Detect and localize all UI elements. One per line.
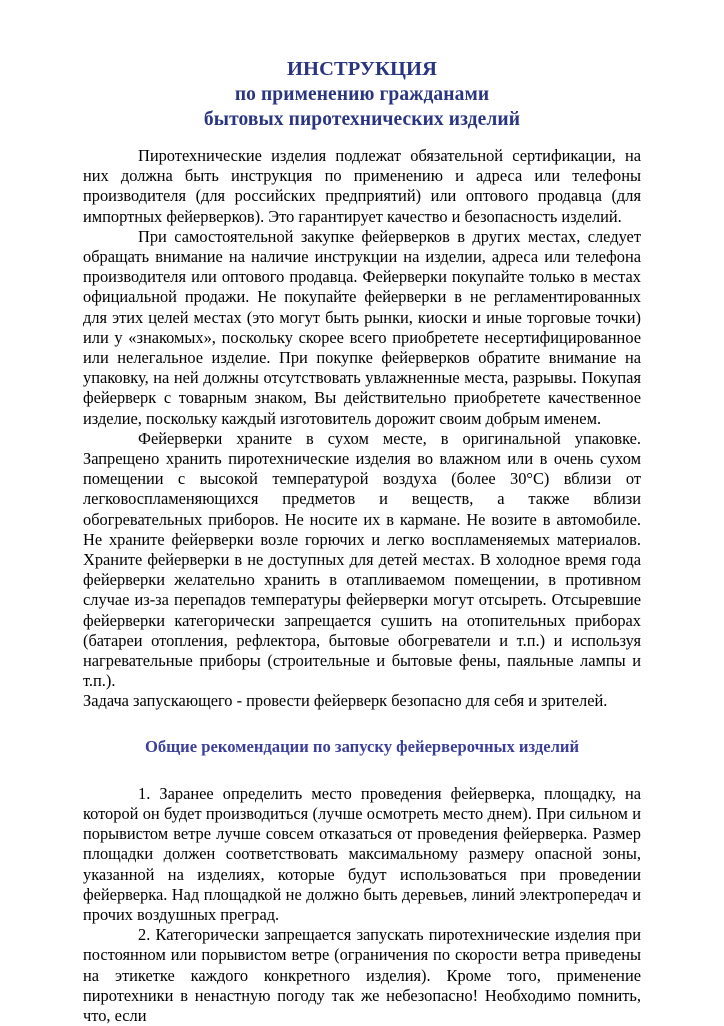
section-heading-general-recommendations: Общие рекомендации по запуску фейерверочных изделий xyxy=(144,736,580,756)
document-title-line-1: ИНСТРУКЦИЯ xyxy=(287,58,437,80)
document-title-line-3: бытовых пиротехнических изделий xyxy=(203,109,521,130)
heading-spacer-below xyxy=(83,758,641,784)
paragraph-certification: Пиротехнические изделия подлежат обязательной сертификации, на них должна быть инструкция по применению и адреса или телефоны производителя (для российских предприятий) или оптового продавца (для импортных фейерверков). Это гарантирует качество и безопасность изделий. xyxy=(83,146,641,226)
paragraph-launcher-task: Задача запускающего - провести фейерверк безопасно для себя и зрителей. xyxy=(83,691,608,711)
heading-spacer-above xyxy=(83,712,641,736)
numbered-paragraph-1: 1. Заранее определить место проведения фейерверка, площадку, на которой он будет производиться (лучше осмотреть место днем). При сильном и порывистом ветре лучше совсем отказаться от проведения фейерверка. Размер площадки должен соответствовать максимальному размеру опасной зоны, указанной на изделиях, которые будут использоваться при проведении фейерверка. Над площадкой не должно быть деревьев, линий электропередач и прочих воздушных преград. xyxy=(83,783,641,924)
numbered-recommendations xyxy=(83,784,641,1026)
document-body xyxy=(83,146,641,712)
paragraph-storage-advice: Фейерверки храните в сухом месте, в оригинальной упаковке. Запрещено хранить пиротехнические изделия во влажном или в очень сухом помещении с высокой температурой воздуха (более 30°С) вблизи от легковоспламеняющихся предметов и веществ, а также вблизи обогревательных приборов. Не носите их в кармане. Не возите в автомобиле. Не храните фейерверки возле горючих и легко воспламеняемых материалов. Храните фейерверки в не доступных для детей местах. В холодное время года фейерверки желательно хранить в отапливаемом помещении, в противном случае из-за перепадов температуры фейерверки могут отсыреть. Отсыревшие фейерверки категорически запрещается сушить на отопительных приборах (батареи отопления, рефлектора, бытовые обогреватели и т.п.) и используя нагревательные приборы (строительные и бытовые фены, паяльные лампы и т.п.). xyxy=(83,428,641,691)
document-title-line-2: по применению гражданами xyxy=(234,84,490,105)
document-content-column xyxy=(83,0,641,1026)
numbered-paragraph-2: 2. Категорически запрещается запускать пиротехнические изделия при постоянном или порывистом ветре (ограничения по скорости ветра приведены на этикетке каждого конкретного изделия). Кроме того, применение пиротехники в ненастную погоду так же небезопасно! Необходимо помнить, что, если xyxy=(83,925,641,1025)
paragraph-purchase-advice: При самостоятельной закупке фейерверков в других местах, следует обращать внимание на наличие инструкции на изделии, адреса или телефона производителя или оптового продавца. Фейерверки покупайте только в местах официальной продажи. Не покупайте фейерверки в не регламентированных для этих целей местах (это могут быть рынки, киоски и иные торговые точки) или у «знакомых», поскольку скорее всего приобретете несертифицированное или нелегальное изделие. При покупке фейерверков обратите внимание на упаковку, на ней должны отсутствовать увлажненные места, разрывы. Покупая фейерверк с товарным знаком, Вы действительно приобретете качественное изделие, поскольку каждый изготовитель дорожит своим добрым именем. xyxy=(83,226,641,428)
document-title-block xyxy=(83,56,641,132)
